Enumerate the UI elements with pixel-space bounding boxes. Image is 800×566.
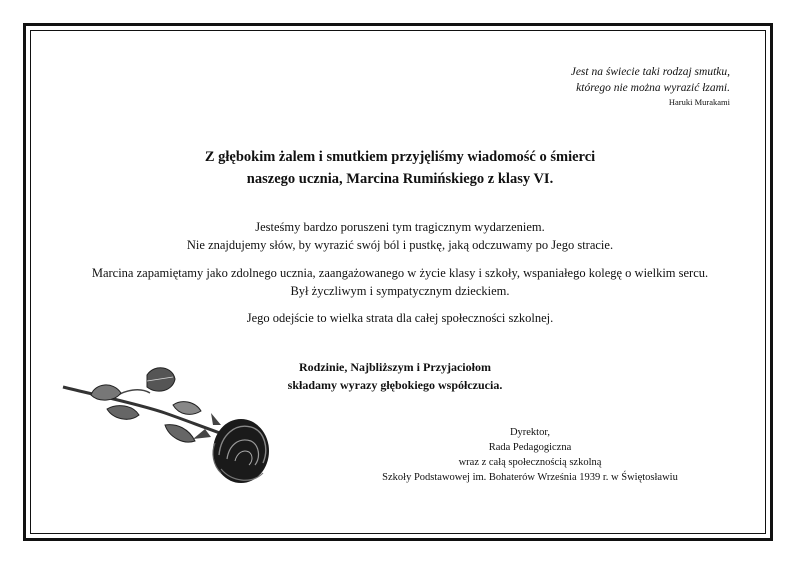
signature-line: Szkoły Podstawowej im. Bohaterów Września 1939 r. w Świętosławiu [382, 472, 678, 483]
rose-icon [55, 365, 270, 500]
paragraph-line: Jego odejście to wielka strata dla całej społeczności szkolnej. [246, 311, 554, 325]
condolence-line: Rodzinie, Najbliższym i Przyjaciołom [299, 360, 491, 374]
signature-line: Rada Pedagogiczna [488, 442, 572, 453]
heading-line: naszego ucznia, Marcina Rumińskiego z klasy VI. [246, 171, 554, 187]
epigraph-quote [571, 64, 730, 108]
signature-line: Dyrektor, [509, 427, 551, 438]
paragraph-3 [0, 309, 800, 327]
paragraph-line: Był życzliwym i sympatycznym dzieckiem. [290, 284, 510, 298]
signature-line: wraz z całą społecznością szkolną [458, 457, 602, 468]
paragraph-line: Jesteśmy bardzo poruszeni tym tragicznym wydarzeniem. [255, 220, 545, 234]
announcement-heading [0, 146, 800, 190]
paragraph-line: Nie znajdujemy słów, by wyrazić swój ból i pustkę, jaką odczuwamy po Jego stracie. [186, 238, 614, 252]
quote-line: którego nie można wyrazić łzami. [576, 82, 730, 94]
quote-author: Haruki Murakami [668, 97, 730, 107]
signature-block [330, 425, 730, 485]
paragraph-1 [0, 218, 800, 254]
paragraph-line: Marcina zapamiętamy jako zdolnego ucznia, zaangażowanego w życie klasy i szkoły, wspaniałego kolegę o wielkim sercu. [91, 266, 709, 280]
paragraph-2 [0, 264, 800, 300]
quote-line: Jest na świecie taki rodzaj smutku, [570, 66, 730, 78]
heading-line: Z głębokim żalem i smutkiem przyjęliśmy wiadomość o śmierci [204, 149, 596, 165]
condolence-line: składamy wyrazy głębokiego współczucia. [287, 378, 503, 392]
